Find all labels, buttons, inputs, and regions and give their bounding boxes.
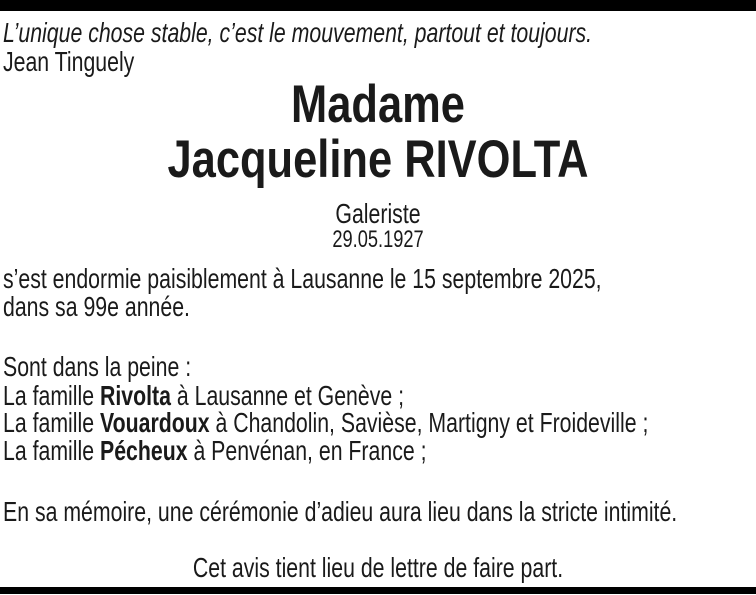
deceased-name: Jacqueline RIVOLTA [167, 130, 589, 189]
family-line-suffix: à Penvénan, en France ; [187, 434, 427, 466]
deceased-name-heading [68, 77, 688, 187]
profession: Galeriste [335, 198, 421, 229]
family-name: Vouardoux [99, 407, 210, 439]
family-list [3, 382, 648, 464]
family-name: Rivolta [99, 380, 171, 411]
birth-date: 29.05.1927 [332, 226, 424, 253]
closing-notice: Cet avis tient lieu de lettre de faire part. [192, 552, 564, 583]
death-announcement [3, 265, 602, 320]
family-line [3, 434, 648, 466]
bottom-border-rule [0, 587, 756, 594]
family-line-prefix: La famille [3, 407, 100, 439]
family-line-suffix: à Chandolin, Savièse, Martigny et Froideville ; [209, 407, 649, 439]
family-line [3, 382, 648, 409]
family-name: Pécheux [99, 434, 188, 466]
family-line-suffix: à Lausanne et Genève ; [170, 380, 405, 411]
death-announcement-line1: s’est endormie paisiblement à Lausanne le 15 septembre 2025, [3, 263, 602, 294]
mourning-intro: Sont dans la peine : [3, 351, 192, 382]
family-line-prefix: La famille [3, 434, 100, 466]
epigraph [3, 19, 592, 76]
family-line [3, 407, 649, 439]
family-line-prefix: La famille [3, 380, 100, 411]
quote-text: L’unique chose stable, c’est le mouvement, partout et toujours. [3, 17, 593, 48]
ceremony-notice: En sa mémoire, une cérémonie d’adieu aura lieu dans la stricte intimité. [3, 496, 678, 527]
deceased-title: Madame [291, 75, 465, 134]
top-border-rule [0, 0, 756, 11]
death-announcement-line2: dans sa 99e année. [3, 290, 190, 322]
quote-author: Jean Tinguely [3, 45, 135, 77]
